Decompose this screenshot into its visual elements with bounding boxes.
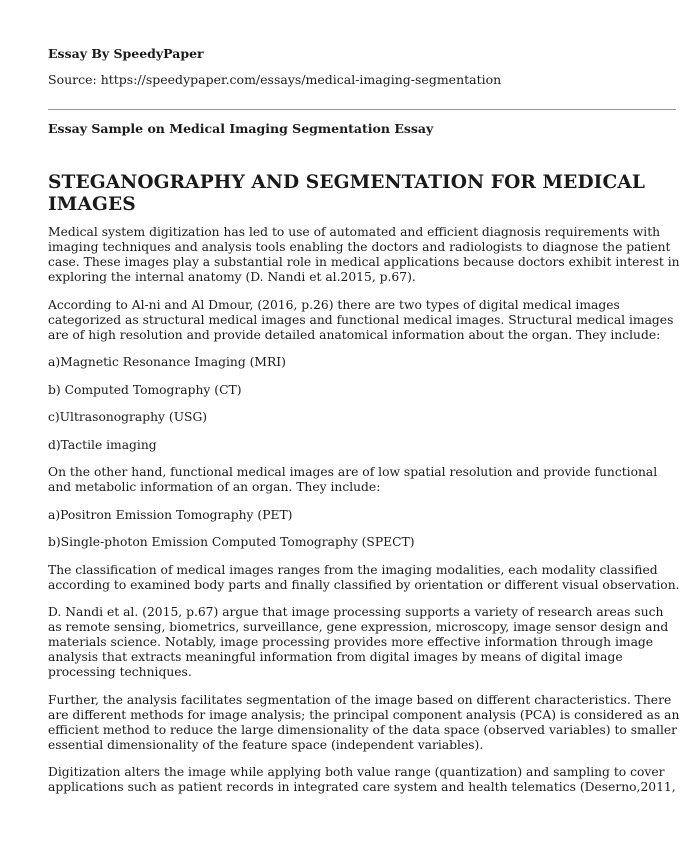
paragraph-image-processing: D. Nandi et al. (2015, p.67) argue that image processing supports a variety of research areas such as remote sensing, biometrics, surveillance, gene expression, microscopy, image sensor design and materials science. Notably, image processing provides more effective information through image analysis that extracts meaningful information from digital images by means of digital image processing techniques. [48,605,669,679]
essay-author-line: Essay By SpeedyPaper [48,46,204,61]
source-label: Source: [48,72,101,87]
paragraph-intro: Medical system digitization has led to use of automated and efficient diagnosis requirements with imaging techniques and analysis tools enabling the doctors and radiologists to diagnose the patient case. These images play a substantial role in medical applications because doctors exhibit interest in exploring the internal anatomy (D. Nandi et al.2015, p.67). [48,225,680,284]
paragraph-image-types: According to Al-ni and Al Dmour, (2016, p.26) there are two types of digital medical images categorized as structural medical images and functional medical images. Structural medical images are of high resolution and provide detailed anatomical information about the organ. They include: [48,297,674,342]
list-item-tactile: d)Tactile imaging [48,437,157,452]
list-item-spect: b)Single-photon Emission Computed Tomography (SPECT) [48,535,415,549]
paragraph-digitization: Digitization alters the image while applying both value range (quantization) and sampling to cover applications such as patient records in integrated care system and health telematics (Deserno,2011, [48,765,676,794]
source-line [48,72,501,87]
list-item-mri: a)Magnetic Resonance Imaging (MRI) [48,355,286,369]
list-item-pet: a)Positron Emission Tomography (PET) [48,507,293,522]
essay-body [48,172,680,808]
paragraph-analysis: Further, the analysis facilitates segmentation of the image based on different characteristics. There are different methods for image analysis; the principal component analysis (PCA) is considered as an efficient method to reduce the large dimensionality of the data space (observed variables) to smaller essential dimensionality of the feature space (independent variables). [48,692,680,752]
list-item-ct: b) Computed Tomography (CT) [48,382,242,397]
essay-heading: STEGANOGRAPHY AND SEGMENTATION FOR MEDICAL IMAGES [48,172,646,215]
source-link[interactable]: https://speedypaper.com/essays/medical-imaging-segmentation [100,72,502,87]
paragraph-classification: The classification of medical images ranges from the imaging modalities, each modality classified according to examined body parts and finally classified by orientation or different visual observation. [48,562,680,592]
header-divider [48,109,676,110]
list-item-usg: c)Ultrasonography (USG) [48,410,208,424]
essay-sample-title: Essay Sample on Medical Imaging Segmentation Essay [48,121,434,136]
paragraph-functional-images: On the other hand, functional medical images are of low spatial resolution and provide functional and metabolic information of an organ. They include: [48,465,658,494]
